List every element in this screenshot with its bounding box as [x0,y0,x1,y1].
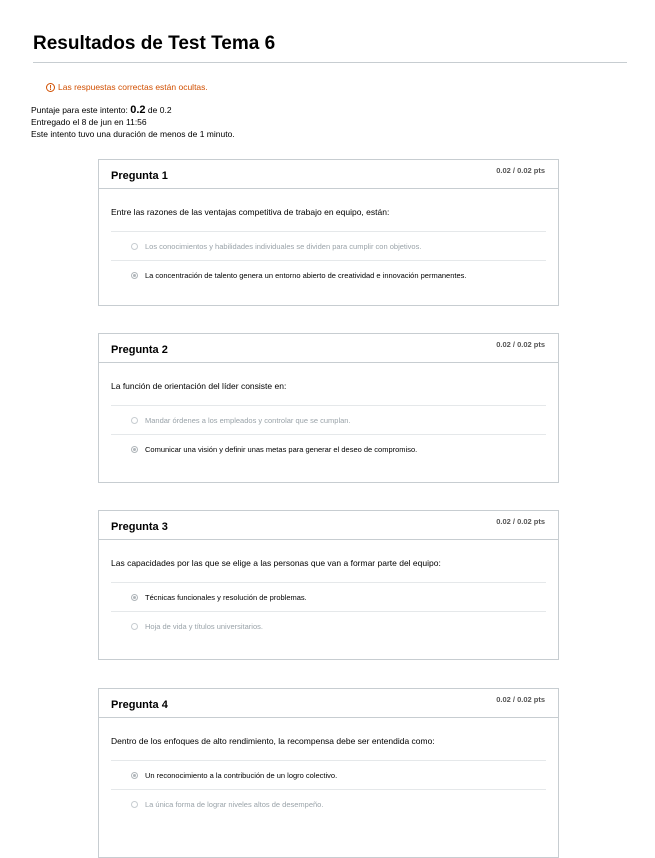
question-points: 0.02 / 0.02 pts [496,166,545,175]
question-header [99,160,558,189]
radio-unselected-icon [131,623,138,630]
answer-option-selected[interactable] [111,261,546,289]
question-points: 0.02 / 0.02 pts [496,340,545,349]
submitted-line: Entregado el 8 de jun en 11:56 [31,117,147,127]
question-title: Pregunta 3 [111,521,168,533]
answer-option[interactable] [111,406,546,435]
question-points: 0.02 / 0.02 pts [496,517,545,526]
radio-selected-icon [131,594,138,601]
answer-option[interactable] [111,612,546,640]
answer-option[interactable] [111,790,546,818]
answer-text: Técnicas funcionales y resolución de problemas. [145,592,307,602]
attempt-summary [31,104,235,140]
radio-selected-icon [131,772,138,779]
question-card-1 [98,159,559,306]
question-text: La función de orientación del líder consiste en: [111,363,546,406]
duration-line: Este intento tuvo una duración de menos de 1 minuto. [31,129,235,139]
score-value: 0.2 [130,104,146,116]
warning-icon: ! [46,83,55,92]
question-header [99,334,558,363]
score-line [31,104,235,116]
answer-option-selected[interactable] [111,761,546,790]
question-text: Las capacidades por las que se elige a las personas que van a formar parte del equipo: [111,540,546,583]
page-title: Resultados de Test Tema 6 [33,33,276,54]
question-body [99,363,558,463]
question-header [99,511,558,540]
score-total: de 0.2 [147,105,172,115]
question-card-3 [98,510,559,660]
answer-option-selected[interactable] [111,435,546,463]
question-title: Pregunta 2 [111,344,168,356]
answer-text: Un reconocimiento a la contribución de un logro colectivo. [145,770,338,780]
question-card-2 [98,333,559,483]
answer-text: Mandar órdenes a los empleados y controlar que se cumplan. [145,415,351,425]
radio-selected-icon [131,446,138,453]
notice-text: Las respuestas correctas están ocultas. [58,82,208,92]
radio-unselected-icon [131,801,138,808]
question-title: Pregunta 4 [111,699,168,711]
question-card-4 [98,688,559,858]
answer-option[interactable] [111,232,546,261]
score-label: Puntaje para este intento: [31,105,128,115]
hidden-answers-notice [46,82,208,92]
question-body [99,189,558,289]
question-body [99,540,558,640]
answer-text: La única forma de lograr niveles altos de desempeño. [145,799,324,809]
question-header [99,689,558,718]
radio-unselected-icon [131,417,138,424]
answer-text: Comunicar una visión y definir unas metas para generar el deseo de compromiso. [145,444,418,454]
radio-selected-icon [131,272,138,279]
answer-text: La concentración de talento genera un entorno abierto de creatividad e innovación permanentes. [145,270,467,280]
question-text: Entre las razones de las ventajas competitiva de trabajo en equipo, están: [111,189,546,232]
answer-option-selected[interactable] [111,583,546,612]
question-points: 0.02 / 0.02 pts [496,695,545,704]
question-title: Pregunta 1 [111,170,168,182]
question-body [99,718,558,818]
title-divider [33,62,627,63]
answer-text: Los conocimientos y habilidades individuales se dividen para cumplir con objetivos. [145,241,422,251]
question-text: Dentro de los enfoques de alto rendimiento, la recompensa debe ser entendida como: [111,718,546,761]
answer-text: Hoja de vida y títulos universitarios. [145,621,263,631]
radio-unselected-icon [131,243,138,250]
